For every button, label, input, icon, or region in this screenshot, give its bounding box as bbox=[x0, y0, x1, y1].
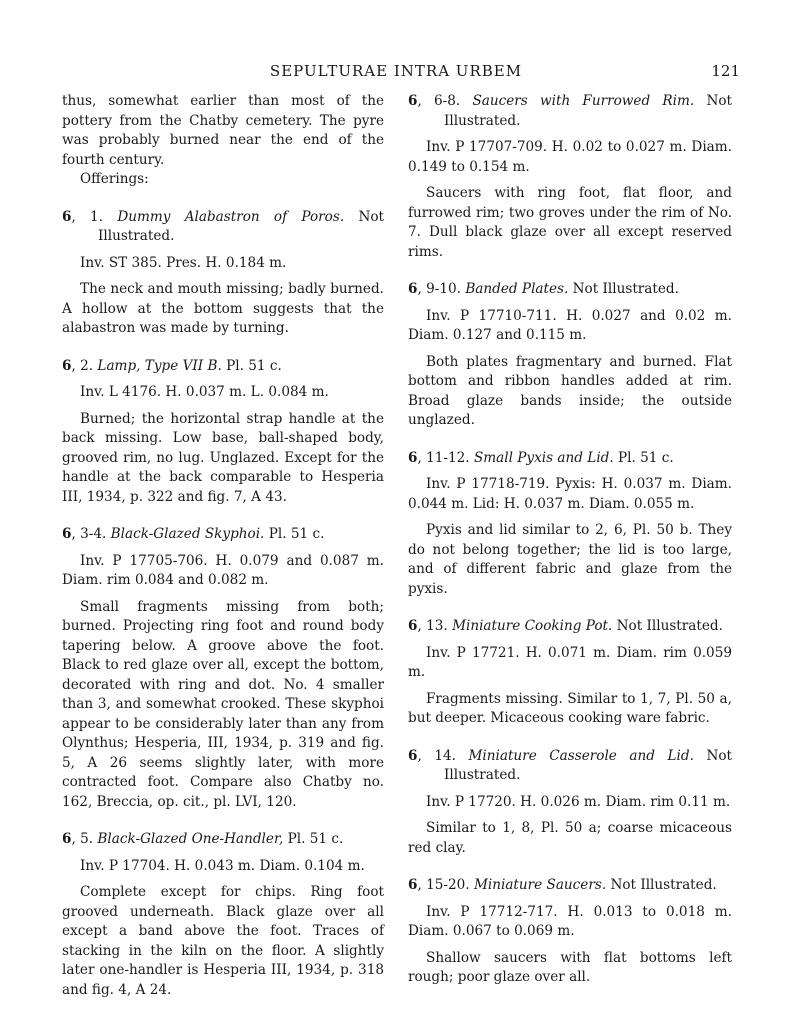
entry-illustration-note: Not Illustrated. bbox=[444, 747, 732, 783]
entry-description: Saucers with ring foot, flat floor, and furrowed rim; two groves under the rim of No. 7. Dull black glaze over all except reserved rims. bbox=[408, 185, 732, 260]
entry-grave-number: 6 bbox=[408, 747, 418, 764]
entry-heading bbox=[408, 449, 732, 469]
catalog-entry bbox=[408, 449, 732, 600]
right-column bbox=[408, 92, 732, 988]
entry-description: Small fragments missing from both; burned. Projecting ring foot and round body tapering below. A groove above the foot. Black to red glaze over all, except the bottom, decorated with ring and dot. No. 4 smaller than 3, and somewhat crooked. These skyphoi appear to be considerably later than any from Olynthus; Hesperia, III, 1934, p. 319 and fig. 5, A 26 seems slightly later, with more contracted foot. Compare also Chatby no. 162, Breccia, op. cit., pl. LVI, 120. bbox=[62, 598, 384, 810]
entry-illustration-note: Not Illustrated. bbox=[568, 281, 679, 297]
entry-illustration-note: Not Illustrated. bbox=[98, 208, 384, 244]
entry-title: Miniature Saucers. bbox=[473, 877, 607, 893]
entry-inventory: Inv. ST 385. Pres. H. 0.184 m. bbox=[80, 254, 287, 271]
entry-inventory: Inv. P 17704. H. 0.043 m. Diam. 0.104 m. bbox=[80, 857, 365, 874]
entry-title: Black-Glazed Skyphoi. bbox=[110, 526, 265, 542]
entry-title: Miniature Casserole and Lid. bbox=[468, 747, 694, 764]
entry-title: Black-Glazed One-Handler, bbox=[97, 831, 284, 847]
entry-inventory: Inv. P 17720. H. 0.026 m. Diam. rim 0.11 m. bbox=[426, 793, 731, 810]
entry-item-number: , 3-4. bbox=[71, 526, 107, 542]
entry-illustration-note: Not Illustrated. bbox=[612, 618, 723, 634]
entry-grave-number: 6 bbox=[408, 281, 418, 297]
entry-description: Both plates fragmentary and burned. Flat bottom and ribbon handles added at rim. Broad glaze bands inside; the outside unglazed. bbox=[408, 353, 732, 428]
entry-item-number: , 14. bbox=[417, 747, 456, 764]
entry-grave-number: 6 bbox=[408, 877, 418, 893]
entry-item-number: , 6-8. bbox=[417, 93, 461, 109]
entry-title: Small Pyxis and Lid. bbox=[473, 449, 614, 466]
entry-description: Fragments missing. Similar to 1, 7, Pl. 50 a, but deeper. Micaceous cooking ware fabric. bbox=[408, 690, 732, 726]
entry-item-number: , 9-10. bbox=[417, 281, 461, 297]
entry-inventory: Inv. P 17718-719. Pyxis: H. 0.037 m. Diam. 0.044 m. Lid: H. 0.037 m. Diam. 0.055 m. bbox=[408, 476, 732, 512]
entry-heading bbox=[62, 830, 384, 850]
entry-item-number: , 13. bbox=[417, 618, 448, 634]
entry-inventory: Inv. P 17712-717. H. 0.013 to 0.018 m. Diam. 0.067 to 0.069 m. bbox=[408, 903, 732, 939]
entry-inventory: Inv. P 17710-711. H. 0.027 and 0.02 m. Diam. 0.127 and 0.115 m. bbox=[408, 307, 732, 343]
entry-heading bbox=[408, 617, 732, 637]
entry-illustration-note: Pl. 51 c. bbox=[264, 526, 325, 542]
catalog-entry bbox=[408, 280, 732, 431]
entry-illustration-note: Pl. 51 c. bbox=[613, 449, 674, 466]
entry-inventory: Inv. P 17705-706. H. 0.079 and 0.087 m. Diam. rim 0.084 and 0.082 m. bbox=[62, 552, 384, 588]
entry-inventory: Inv. L 4176. H. 0.037 m. L. 0.084 m. bbox=[80, 384, 329, 400]
entry-illustration-note: Pl. 51 c. bbox=[283, 831, 344, 847]
entry-grave-number: 6 bbox=[62, 357, 72, 374]
entry-item-number: , 1. bbox=[71, 208, 104, 225]
catalog-entry bbox=[408, 747, 732, 859]
entry-heading bbox=[408, 747, 732, 786]
entry-illustration-note: Not Illustrated. bbox=[606, 877, 717, 893]
entry-description: Similar to 1, 8, Pl. 50 a; coarse micaceous red clay. bbox=[408, 820, 732, 856]
entry-item-number: , 15-20. bbox=[417, 877, 470, 893]
entry-description: Pyxis and lid similar to 2, 6, Pl. 50 b. They do not belong together; the lid is too large, and of different fabric and glaze from the pyxis. bbox=[408, 522, 732, 597]
catalog-entry bbox=[62, 208, 384, 339]
entry-heading bbox=[62, 357, 384, 377]
catalog-entry bbox=[62, 357, 384, 508]
entry-illustration-note: Pl. 51 c. bbox=[221, 357, 282, 374]
entry-title: Lamp, Type VII B. bbox=[97, 357, 222, 374]
catalog-entry bbox=[408, 617, 732, 729]
entry-illustration-note: Not Illustrated. bbox=[444, 93, 732, 129]
entry-item-number: , 5. bbox=[71, 831, 94, 847]
entry-item-number: , 11-12. bbox=[417, 449, 470, 466]
entry-grave-number: 6 bbox=[62, 831, 72, 847]
catalog-entry bbox=[408, 92, 732, 262]
entry-description: Shallow saucers with flat bottoms left rough; poor glaze over all. bbox=[408, 949, 732, 985]
entry-heading bbox=[62, 525, 384, 545]
entry-heading bbox=[408, 876, 732, 896]
left-column bbox=[62, 92, 384, 1000]
entry-title: Miniature Cooking Pot. bbox=[452, 618, 613, 634]
page-number: 121 bbox=[711, 62, 740, 80]
entry-item-number: , 2. bbox=[71, 357, 94, 374]
entry-grave-number: 6 bbox=[408, 93, 418, 109]
entry-title: Dummy Alabastron of Poros. bbox=[117, 208, 345, 225]
entry-heading bbox=[62, 208, 384, 247]
entry-heading bbox=[408, 92, 732, 131]
catalog-entry bbox=[62, 830, 384, 1000]
entry-grave-number: 6 bbox=[62, 208, 72, 225]
offerings-label: Offerings: bbox=[80, 171, 149, 187]
entry-heading bbox=[408, 280, 732, 300]
entry-description: Complete except for chips. Ring foot grooved underneath. Black glaze over all except a band above the foot. Traces of stacking in the kiln on the floor. A slightly later one-handler is Hesperia III, 1934, p. 318 and fig. 4, A 24. bbox=[62, 884, 384, 998]
running-title: SEPULTURAE INTRA URBEM bbox=[269, 62, 523, 80]
catalog-entry bbox=[408, 876, 732, 988]
entry-description: The neck and mouth missing; badly burned. A hollow at the bottom suggests that the alabastron was made by turning. bbox=[62, 281, 384, 336]
entry-grave-number: 6 bbox=[62, 526, 72, 542]
entry-inventory: Inv. P 17707-709. H. 0.02 to 0.027 m. Diam. 0.149 to 0.154 m. bbox=[408, 139, 732, 175]
catalog-entry bbox=[62, 525, 384, 812]
entry-grave-number: 6 bbox=[408, 618, 418, 634]
entry-title: Saucers with Furrowed Rim. bbox=[472, 93, 695, 109]
entry-description: Burned; the horizontal strap handle at the back missing. Low base, ball-shaped body, grooved rim, no lug. Unglazed. Except for the handle at the back comparable to Hesperia III, 1934, p. 322 and fig. 7, A 43. bbox=[62, 410, 384, 505]
entry-title: Banded Plates. bbox=[465, 281, 569, 297]
entry-grave-number: 6 bbox=[408, 449, 418, 466]
entry-inventory: Inv. P 17721. H. 0.071 m. Diam. rim 0.059 m. bbox=[408, 644, 732, 680]
intro-paragraph: thus, somewhat earlier than most of the pottery from the Chatby cemetery. The pyre was probably burned near the end of the fourth century. bbox=[62, 93, 384, 168]
